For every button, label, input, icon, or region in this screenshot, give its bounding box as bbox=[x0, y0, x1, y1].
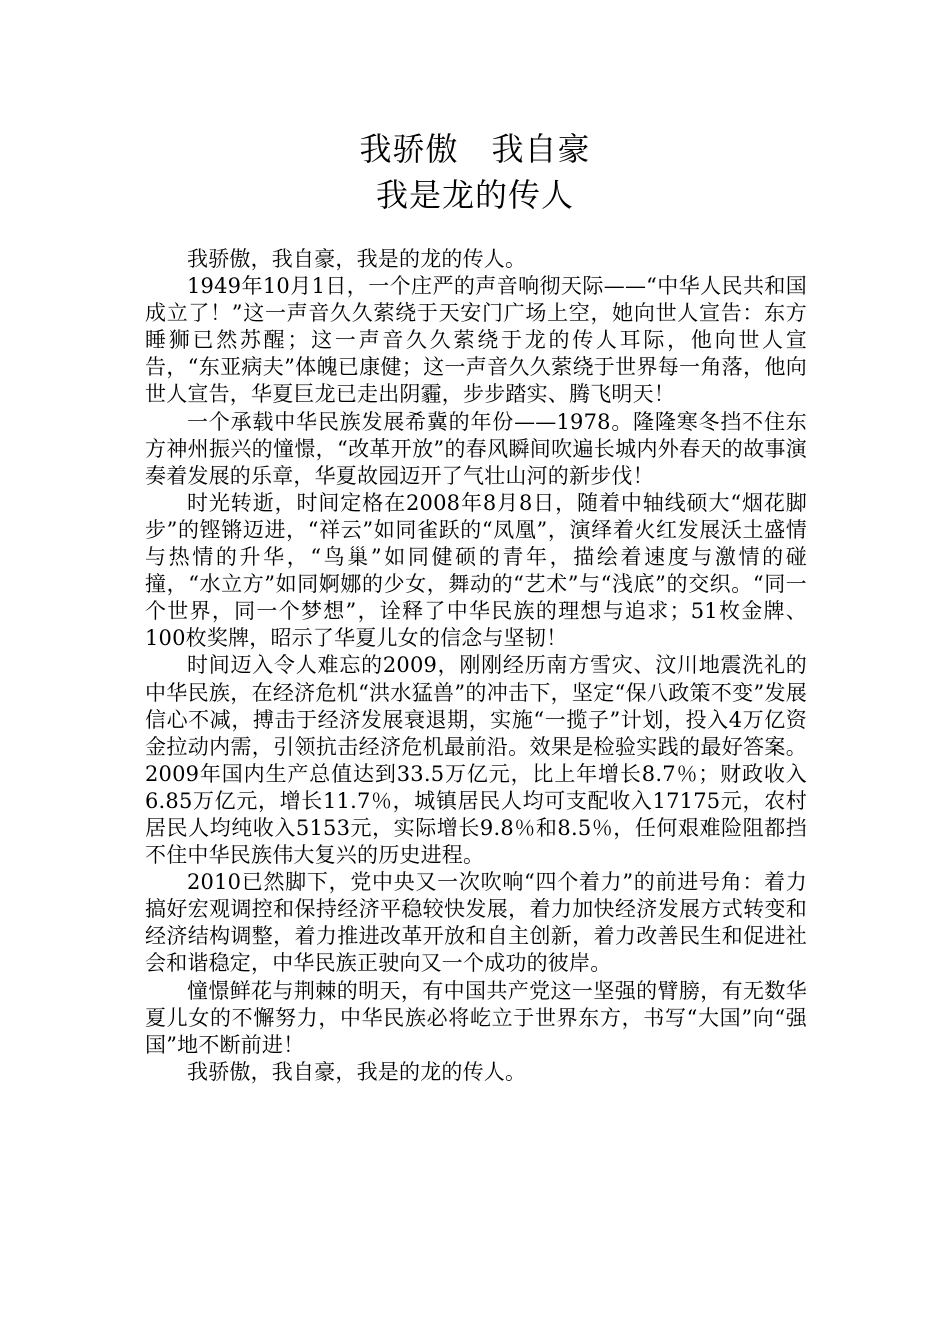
paragraph-2010: 2010已然脚下，党中央又一次吹响“四个着力”的前进号角：着力搞好宏观调控和保持经济平稳较快发展，着力加快经济发展方式转变和经济结构调整，着力推进改革开放和自主创新，着力改善民生和促进社会和谐稳定，中华民族正驶向又一个成功的彼岸。 bbox=[145, 870, 807, 976]
paragraph-2008: 时光转逝，时间定格在2008年8月8日，随着中轴线硕大“烟花脚步”的铿锵迈进，“祥云”如同雀跃的“凤凰”，演绎着火红发展沃土盛情与热情的升华，“鸟巢”如同健硕的青年，描绘着速度与激情的碰撞，“水立方”如同婀娜的少女，舞动的“艺术”与“浅底”的交织。“同一个世界，同一个梦想”，诠释了中华民族的理想与追求；51枚金牌、100枚奖牌，昭示了华夏儿女的信念与坚韧！ bbox=[145, 490, 807, 651]
paragraph-2009: 时间迈入令人难忘的2009，刚刚经历南方雪灾、汶川地震洗礼的中华民族，在经济危机“洪水猛兽”的冲击下，坚定“保八政策不变”发展信心不减，搏击于经济发展衰退期，实施“一揽子”计划，投入4万亿资金拉动内需，引领抗击经济危机最前沿。效果是检验实践的最好答案。2009年国内生产总值达到33.5万亿元，比上年增长8.7％；财政收入6.85万亿元，增长11.7％，城镇居民人均可支配收入17175元，农村居民人均纯收入5153元，实际增长9.8％和8.5％，任何艰难险阻都挡不住中华民族伟大复兴的历史进程。 bbox=[145, 653, 807, 868]
paragraph-opening: 我骄傲，我自豪，我是的龙的传人。 bbox=[187, 247, 527, 271]
article-body bbox=[145, 246, 807, 1086]
page-title: 我骄傲 我自豪 bbox=[359, 130, 591, 168]
paragraph-future: 憧憬鲜花与荆棘的明天，有中国共产党这一坚强的臂膀，有无数华夏儿女的不懈努力，中华民族必将屹立于世界东方，书写“大国”向“强国”地不断前进！ bbox=[145, 978, 807, 1057]
paragraph-1949: 1949年10月1日，一个庄严的声音响彻天际——“中华人民共和国成立了！”这一声音久久萦绕于天安门广场上空，她向世人宣告：东方睡狮已然苏醒；这一声音久久萦绕于龙的传人耳际，他向世人宣告，“东亚病夫”体魄已康健；这一声音久久萦绕于世界每一角落，他向世人宣告，华夏巨龙已走出阴霾，步步踏实、腾飞明天！ bbox=[145, 274, 807, 407]
page-subtitle: 我是龙的传人 bbox=[375, 176, 574, 214]
title-block bbox=[0, 126, 950, 218]
paragraph-closing: 我骄傲，我自豪，我是的龙的传人。 bbox=[187, 1059, 527, 1084]
paragraph-1978: 一个承载中华民族发展希冀的年份——1978。隆隆寒冬挡不住东方神州振兴的憧憬，“改革开放”的春风瞬间吹遍长城内外春天的故事演奏着发展的乐章，华夏故园迈开了气壮山河的新步伐！ bbox=[145, 409, 807, 488]
